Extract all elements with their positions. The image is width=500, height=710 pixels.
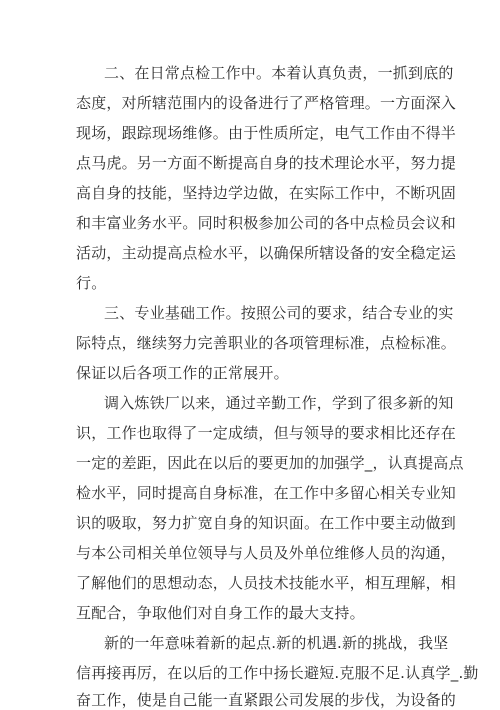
paragraph-line: 态度，对所辖范围内的设备进行了严格管理。一方面深入: [76, 94, 457, 112]
paragraph-line: 识的吸取，努力扩宽自身的知识面。在工作中要主动做到: [76, 514, 457, 532]
paragraph-line: 现场，跟踪现场维修。由于性质所定，电气工作由不得半: [76, 124, 457, 142]
paragraph-line: 保证以后各项工作的正常展开。: [76, 364, 289, 382]
paragraph-line: 高自身的技能，坚持边学边做，在实际工作中，不断巩固: [76, 184, 457, 202]
paragraph-line: 三、专业基础工作。按照公司的要求，结合专业的实: [104, 304, 454, 322]
paragraph-line: 识，工作也取得了一定成绩，但与领导的要求相比还存在: [76, 424, 457, 442]
paragraph-line: 检水平，同时提高自身标准，在工作中多留心相关专业知: [76, 484, 457, 502]
paragraph-line: 奋工作，使是自己能一直紧跟公司发展的步伐，为设备的: [76, 691, 457, 709]
paragraph-line: 和丰富业务水平。同时积极参加公司的各中点检员会议和: [76, 214, 457, 232]
paragraph-line: 行。: [76, 274, 107, 292]
paragraph-line: 互配合，争取他们对自身工作的最大支持。: [76, 604, 365, 622]
paragraph-line: 与本公司相关单位领导与人员及外单位维修人员的沟通，: [76, 544, 457, 562]
paragraph-line: 了解他们的思想动态，人员技术技能水平，相互理解，相: [76, 574, 457, 592]
paragraph-line: 一定的差距，因此在以后的要更加的加强学_，认真提高点: [76, 454, 464, 472]
paragraph-line: 活动，主动提高点检水平，以确保所辖设备的安全稳定运: [76, 244, 457, 262]
paragraph-line: 点马虎。另一方面不断提高自身的技术理论水平，努力提: [76, 154, 457, 172]
paragraph-line: 二、在日常点检工作中。本着认真负责，一抓到底的: [104, 64, 454, 82]
paragraph-line: 新的一年意味着新的起点.新的机遇.新的挑战，我坚: [104, 634, 449, 652]
paragraph-line: 际特点，继续努力完善职业的各项管理标准，点检标准。: [76, 334, 457, 352]
paragraph-line: 信再接再厉，在以后的工作中扬长避短.克服不足.认真学_.勤: [76, 664, 479, 682]
paragraph-line: 调入炼铁厂以来，通过辛勤工作，学到了很多新的知: [104, 394, 454, 412]
